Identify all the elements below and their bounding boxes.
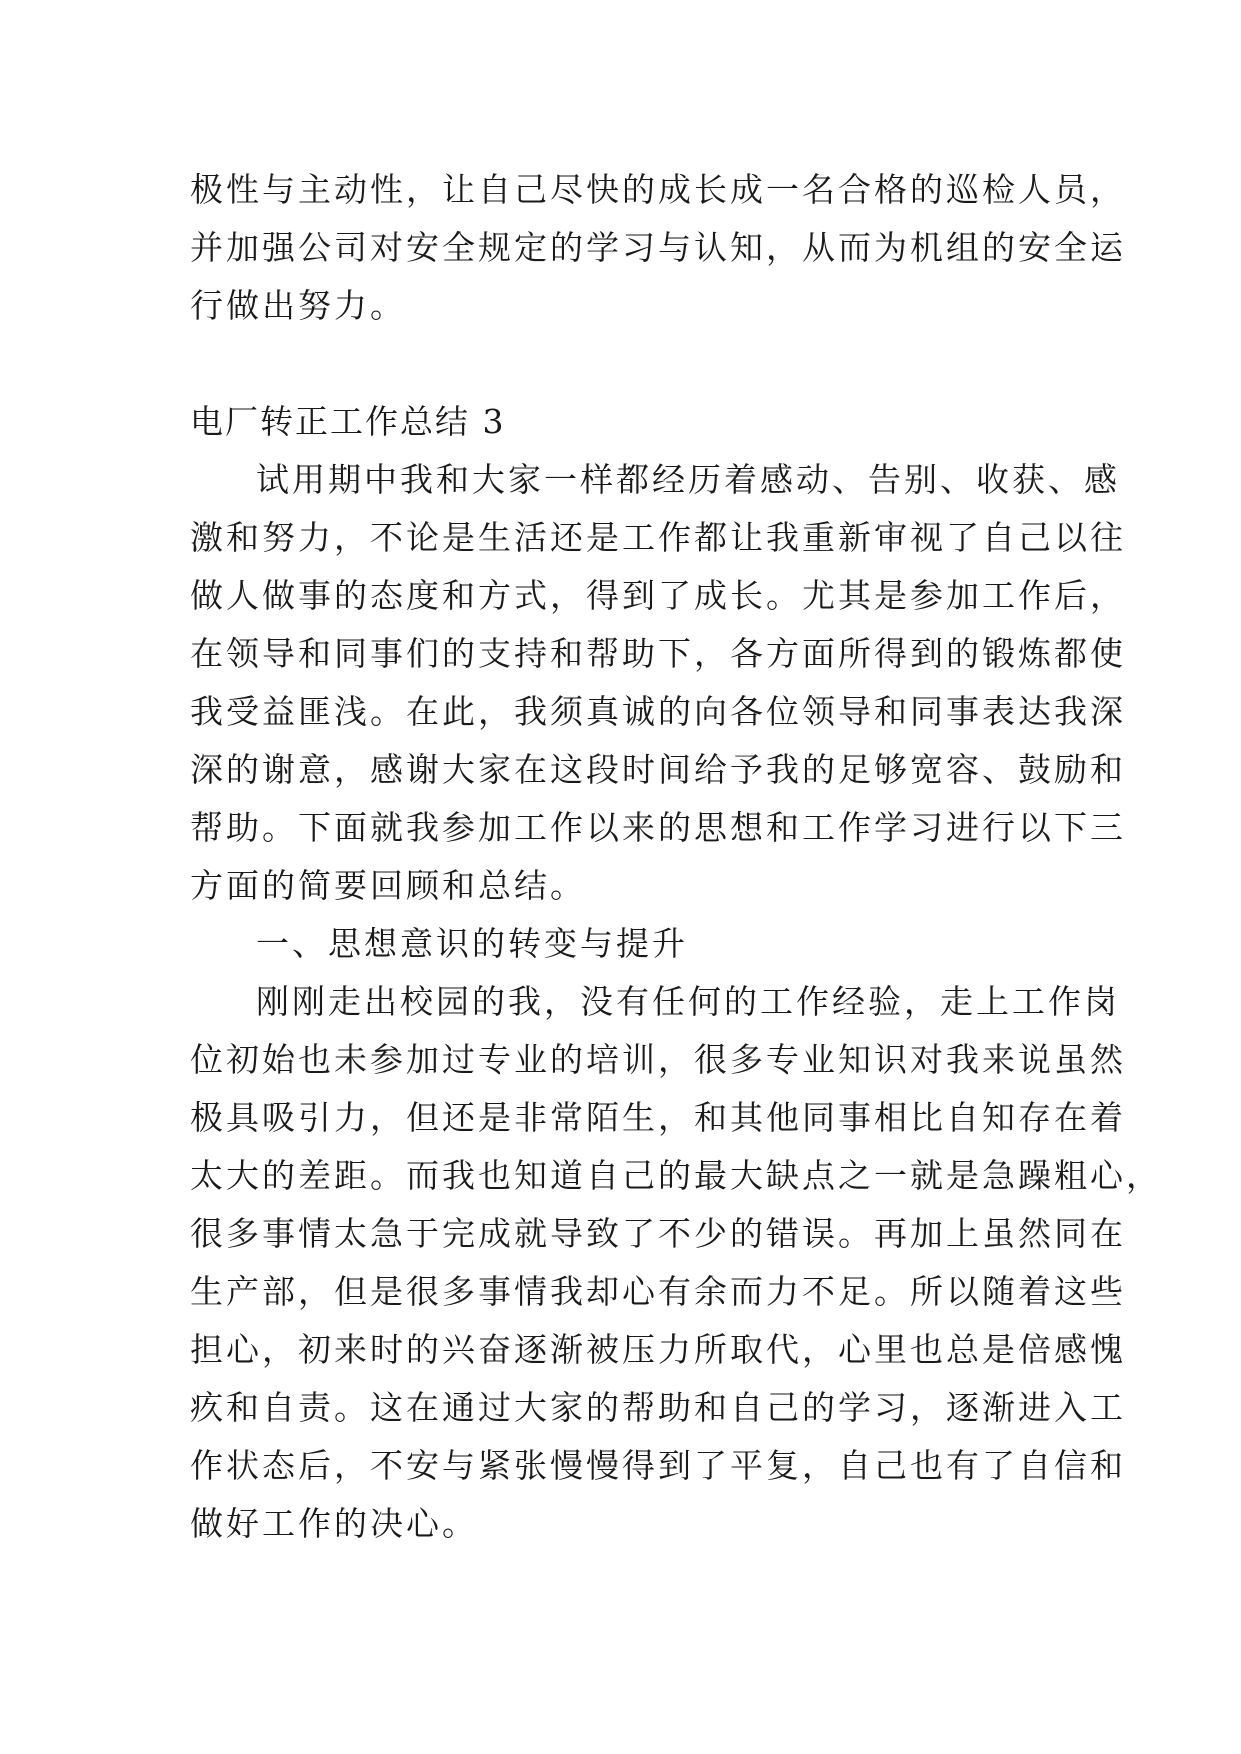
text-line: 刚刚走出校园的我，没有任何的工作经验，走上工作岗 [256, 982, 1120, 1021]
text-line: 做人做事的态度和方式，得到了成长。尤其是参加工作后， [190, 576, 1126, 615]
continuation-paragraph [190, 161, 1126, 335]
text-line: 极性与主动性，让自己尽快的成长成一名合格的巡检人员， [190, 170, 1126, 209]
text-line: 作状态后，不安与紧张慢慢得到了平复，自己也有了自信和 [190, 1446, 1126, 1485]
text-line: 方面的简要回顾和总结。 [190, 866, 586, 905]
text-line: 并加强公司对安全规定的学习与认知，从而为机组的安全运 [190, 228, 1126, 267]
section-title: 电厂转正工作总结 3 [190, 402, 506, 441]
text-line: 激和努力，不论是生活还是工作都让我重新审视了自己以往 [190, 518, 1126, 557]
text-line: 帮助。下面就我参加工作以来的思想和工作学习进行以下三 [190, 808, 1126, 847]
text-line: 做好工作的决心。 [190, 1504, 478, 1543]
text-line: 行做出努力。 [190, 286, 406, 325]
text-line: 很多事情太急于完成就导致了不少的错误。再加上虽然同在 [190, 1214, 1126, 1253]
paragraph-mindset [190, 973, 1162, 1553]
subheading: 一、思想意识的转变与提升 [256, 924, 688, 963]
subheading-block [190, 915, 1050, 973]
text-line: 担心，初来时的兴奋逐渐被压力所取代，心里也总是倍感愧 [190, 1330, 1126, 1369]
text-line: 我受益匪浅。在此，我须真诚的向各位领导和同事表达我深 [190, 692, 1126, 731]
text-line: 深的谢意，感谢大家在这段时间给予我的足够宽容、鼓励和 [190, 750, 1126, 789]
text-line: 疚和自责。这在通过大家的帮助和自己的学习，逐渐进入工 [190, 1388, 1126, 1427]
text-line: 生产部，但是很多事情我却心有余而力不足。所以随着这些 [190, 1272, 1126, 1311]
text-line: 太大的差距。而我也知道自己的最大缺点之一就是急躁粗心， [190, 1156, 1162, 1195]
paragraph-intro [190, 451, 1126, 915]
text-line: 试用期中我和大家一样都经历着感动、告别、收获、感 [256, 460, 1120, 499]
text-line: 在领导和同事们的支持和帮助下，各方面所得到的锻炼都使 [190, 634, 1126, 673]
text-line: 极具吸引力，但还是非常陌生，和其他同事相比自知存在着 [190, 1098, 1126, 1137]
text-line: 位初始也未参加过专业的培训，很多专业知识对我来说虽然 [190, 1040, 1126, 1079]
